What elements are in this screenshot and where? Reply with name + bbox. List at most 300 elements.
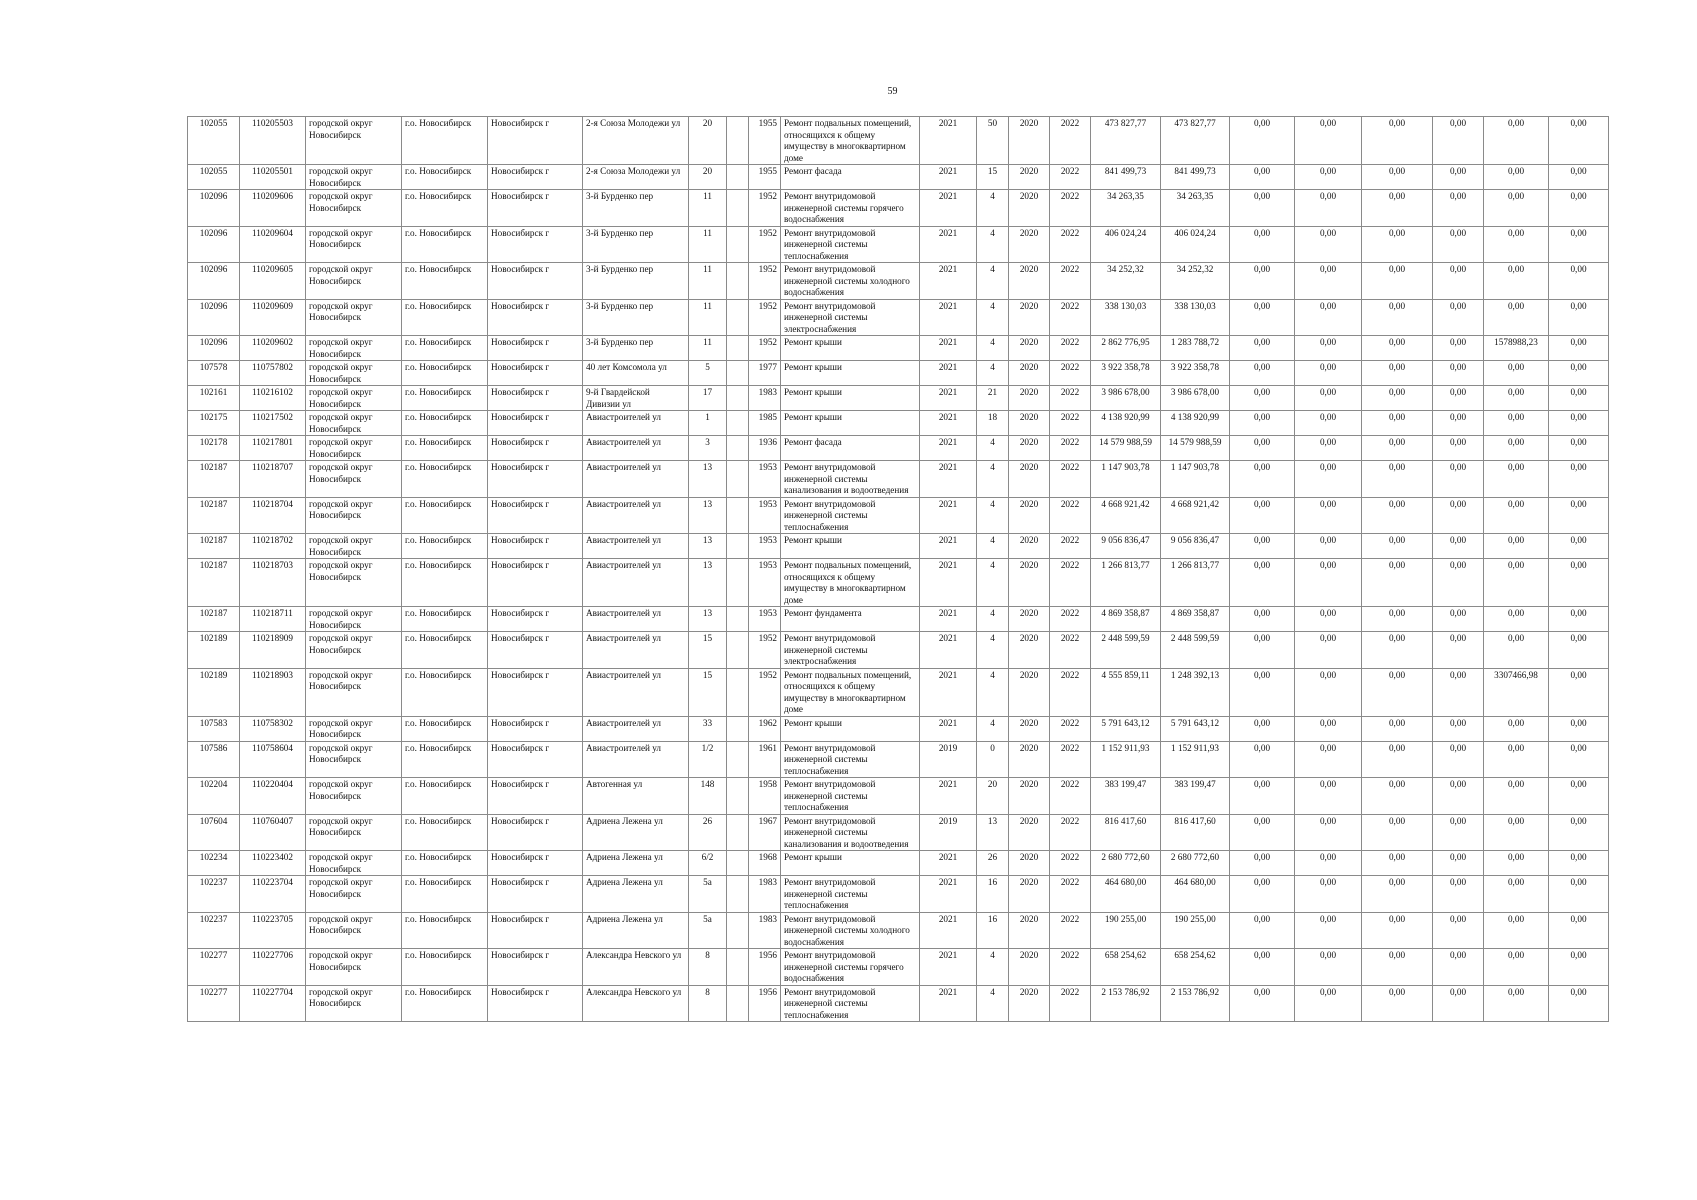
cell-fund-cost: 4 869 358,87 — [1161, 607, 1230, 632]
cell-wear-percent: 4 — [977, 607, 1009, 632]
cell-budget-local: 0,00 — [1362, 985, 1433, 1022]
cell-municipal-unit: г.о. Новосибирск — [402, 632, 488, 669]
cell-work-id: 110227704 — [240, 985, 306, 1022]
cell-municipal-unit: г.о. Новосибирск — [402, 336, 488, 361]
cell-municipality: городской округ Новосибирск — [306, 299, 402, 336]
cell-owners-funds: 0,00 — [1433, 912, 1484, 949]
table-row — [188, 632, 1609, 669]
cell-other-funds: 3307466,98 — [1484, 668, 1549, 716]
cell-locality: Новосибирск г — [488, 117, 583, 165]
cell-other-funds: 0,00 — [1484, 741, 1549, 778]
cell-work-type: Ремонт крыши — [781, 336, 920, 361]
cell-year-overhaul: 2021 — [920, 411, 977, 436]
cell-fund-cost: 473 827,77 — [1161, 117, 1230, 165]
cell-wear-percent: 20 — [977, 778, 1009, 815]
cell-budget-regional: 0,00 — [1295, 263, 1362, 300]
cell-street: Авиастроителей ул — [583, 534, 689, 559]
cell-fund-cost: 2 153 786,92 — [1161, 985, 1230, 1022]
table-row — [188, 436, 1609, 461]
cell-plan-start-year: 2020 — [1009, 263, 1050, 300]
cell-building — [727, 386, 749, 411]
cell-municipality: городской округ Новосибирск — [306, 985, 402, 1022]
cell-year-built: 1953 — [749, 461, 781, 498]
cell-fund-cost: 1 152 911,93 — [1161, 741, 1230, 778]
table-row — [188, 299, 1609, 336]
cell-house-id: 102175 — [188, 411, 240, 436]
cell-work-type: Ремонт внутридомовой инженерной системы теплоснабжения — [781, 497, 920, 534]
cell-owners-funds: 0,00 — [1433, 336, 1484, 361]
table-row — [188, 949, 1609, 986]
cell-year-built: 1961 — [749, 741, 781, 778]
cell-municipal-unit: г.о. Новосибирск — [402, 716, 488, 741]
cell-year-built: 1952 — [749, 336, 781, 361]
cell-house-number: 13 — [689, 497, 727, 534]
cell-year-built: 1953 — [749, 534, 781, 559]
cell-municipality: городской округ Новосибирск — [306, 436, 402, 461]
cell-work-id: 110757802 — [240, 361, 306, 386]
cell-house-number: 15 — [689, 632, 727, 669]
cell-locality: Новосибирск г — [488, 741, 583, 778]
cell-other-funds: 0,00 — [1484, 716, 1549, 741]
cell-building — [727, 299, 749, 336]
cell-owners-funds: 0,00 — [1433, 814, 1484, 851]
cell-building — [727, 876, 749, 913]
cell-building — [727, 461, 749, 498]
cell-house-id: 102204 — [188, 778, 240, 815]
cell-street: 3-й Бурденко пер — [583, 190, 689, 227]
cell-year-overhaul: 2019 — [920, 741, 977, 778]
cell-plan-end-year: 2022 — [1050, 226, 1091, 263]
cell-owners-funds: 0,00 — [1433, 117, 1484, 165]
cell-extra-funds: 0,00 — [1549, 461, 1609, 498]
cell-work-type: Ремонт фасада — [781, 436, 920, 461]
table-row — [188, 361, 1609, 386]
cell-house-id: 102055 — [188, 165, 240, 190]
cell-house-id: 102096 — [188, 299, 240, 336]
cell-work-id: 110218903 — [240, 668, 306, 716]
cell-fund-cost: 383 199,47 — [1161, 778, 1230, 815]
cell-work-id: 110217502 — [240, 411, 306, 436]
cell-budget-local: 0,00 — [1362, 299, 1433, 336]
cell-building — [727, 263, 749, 300]
cell-work-type: Ремонт внутридомовой инженерной системы теплоснабжения — [781, 226, 920, 263]
cell-budget-regional: 0,00 — [1295, 299, 1362, 336]
cell-house-number: 13 — [689, 559, 727, 607]
cell-budget-local: 0,00 — [1362, 336, 1433, 361]
cell-total-cost: 841 499,73 — [1091, 165, 1161, 190]
cell-house-number: 13 — [689, 461, 727, 498]
cell-budget-local: 0,00 — [1362, 386, 1433, 411]
cell-budget-regional: 0,00 — [1295, 876, 1362, 913]
cell-street: Александра Невского ул — [583, 985, 689, 1022]
cell-work-type: Ремонт внутридомовой инженерной системы теплоснабжения — [781, 741, 920, 778]
cell-other-funds: 0,00 — [1484, 949, 1549, 986]
cell-budget-federal: 0,00 — [1230, 716, 1295, 741]
cell-street: Авиастроителей ул — [583, 632, 689, 669]
cell-total-cost: 2 862 776,95 — [1091, 336, 1161, 361]
cell-year-built: 1983 — [749, 386, 781, 411]
cell-total-cost: 3 922 358,78 — [1091, 361, 1161, 386]
cell-plan-start-year: 2020 — [1009, 226, 1050, 263]
cell-year-built: 1968 — [749, 851, 781, 876]
cell-year-built: 1953 — [749, 497, 781, 534]
cell-street: Адриена Лежена ул — [583, 814, 689, 851]
cell-year-overhaul: 2021 — [920, 497, 977, 534]
cell-building — [727, 361, 749, 386]
cell-street: Авиастроителей ул — [583, 461, 689, 498]
cell-budget-local: 0,00 — [1362, 411, 1433, 436]
cell-municipal-unit: г.о. Новосибирск — [402, 117, 488, 165]
cell-work-type: Ремонт внутридомовой инженерной системы теплоснабжения — [781, 778, 920, 815]
cell-year-built: 1956 — [749, 949, 781, 986]
cell-work-type: Ремонт внутридомовой инженерной системы канализования и водоотведения — [781, 814, 920, 851]
cell-wear-percent: 4 — [977, 534, 1009, 559]
cell-other-funds: 0,00 — [1484, 985, 1549, 1022]
cell-budget-local: 0,00 — [1362, 876, 1433, 913]
cell-budget-federal: 0,00 — [1230, 361, 1295, 386]
cell-owners-funds: 0,00 — [1433, 876, 1484, 913]
cell-budget-local: 0,00 — [1362, 632, 1433, 669]
cell-budget-regional: 0,00 — [1295, 668, 1362, 716]
cell-year-built: 1952 — [749, 190, 781, 227]
cell-house-id: 107578 — [188, 361, 240, 386]
cell-budget-regional: 0,00 — [1295, 851, 1362, 876]
cell-plan-start-year: 2020 — [1009, 534, 1050, 559]
cell-work-type: Ремонт внутридомовой инженерной системы горячего водоснабжения — [781, 949, 920, 986]
cell-budget-federal: 0,00 — [1230, 165, 1295, 190]
cell-plan-end-year: 2022 — [1050, 461, 1091, 498]
cell-municipal-unit: г.о. Новосибирск — [402, 851, 488, 876]
cell-fund-cost: 1 283 788,72 — [1161, 336, 1230, 361]
cell-other-funds: 0,00 — [1484, 226, 1549, 263]
cell-owners-funds: 0,00 — [1433, 534, 1484, 559]
cell-wear-percent: 4 — [977, 190, 1009, 227]
cell-work-id: 110216102 — [240, 386, 306, 411]
cell-extra-funds: 0,00 — [1549, 632, 1609, 669]
cell-budget-local: 0,00 — [1362, 461, 1433, 498]
cell-fund-cost: 34 263,35 — [1161, 190, 1230, 227]
cell-work-id: 110209609 — [240, 299, 306, 336]
cell-work-type: Ремонт внутридомовой инженерной системы теплоснабжения — [781, 876, 920, 913]
cell-work-id: 110223704 — [240, 876, 306, 913]
cell-owners-funds: 0,00 — [1433, 851, 1484, 876]
cell-municipality: городской округ Новосибирск — [306, 778, 402, 815]
cell-work-id: 110205501 — [240, 165, 306, 190]
cell-work-type: Ремонт фасада — [781, 165, 920, 190]
cell-house-number: 13 — [689, 607, 727, 632]
cell-budget-federal: 0,00 — [1230, 226, 1295, 263]
cell-plan-end-year: 2022 — [1050, 876, 1091, 913]
cell-year-built: 1952 — [749, 226, 781, 263]
cell-municipality: городской округ Новосибирск — [306, 851, 402, 876]
cell-other-funds: 0,00 — [1484, 559, 1549, 607]
cell-budget-regional: 0,00 — [1295, 226, 1362, 263]
cell-budget-local: 0,00 — [1362, 912, 1433, 949]
cell-work-type: Ремонт крыши — [781, 411, 920, 436]
table-row — [188, 607, 1609, 632]
cell-house-id: 102096 — [188, 226, 240, 263]
cell-budget-regional: 0,00 — [1295, 497, 1362, 534]
cell-budget-federal: 0,00 — [1230, 814, 1295, 851]
cell-owners-funds: 0,00 — [1433, 632, 1484, 669]
cell-work-id: 110758604 — [240, 741, 306, 778]
cell-budget-regional: 0,00 — [1295, 190, 1362, 227]
cell-wear-percent: 21 — [977, 386, 1009, 411]
cell-work-id: 110223705 — [240, 912, 306, 949]
cell-other-funds: 0,00 — [1484, 534, 1549, 559]
table-row — [188, 461, 1609, 498]
cell-fund-cost: 1 248 392,13 — [1161, 668, 1230, 716]
cell-municipal-unit: г.о. Новосибирск — [402, 386, 488, 411]
cell-work-type: Ремонт крыши — [781, 386, 920, 411]
cell-extra-funds: 0,00 — [1549, 778, 1609, 815]
cell-extra-funds: 0,00 — [1549, 814, 1609, 851]
cell-plan-start-year: 2020 — [1009, 741, 1050, 778]
cell-total-cost: 4 869 358,87 — [1091, 607, 1161, 632]
cell-other-funds: 0,00 — [1484, 607, 1549, 632]
cell-extra-funds: 0,00 — [1549, 949, 1609, 986]
cell-street: 9-й Гвардейской Дивизии ул — [583, 386, 689, 411]
cell-street: Авиастроителей ул — [583, 436, 689, 461]
table-row — [188, 912, 1609, 949]
cell-house-number: 26 — [689, 814, 727, 851]
cell-year-built: 1952 — [749, 668, 781, 716]
cell-budget-regional: 0,00 — [1295, 386, 1362, 411]
cell-budget-local: 0,00 — [1362, 361, 1433, 386]
cell-house-number: 8 — [689, 949, 727, 986]
cell-house-id: 102187 — [188, 461, 240, 498]
cell-municipal-unit: г.о. Новосибирск — [402, 949, 488, 986]
cell-work-type: Ремонт внутридомовой инженерной системы электроснабжения — [781, 299, 920, 336]
cell-house-number: 33 — [689, 716, 727, 741]
cell-plan-start-year: 2020 — [1009, 949, 1050, 986]
cell-work-id: 110218707 — [240, 461, 306, 498]
cell-other-funds: 0,00 — [1484, 299, 1549, 336]
cell-budget-federal: 0,00 — [1230, 436, 1295, 461]
cell-locality: Новосибирск г — [488, 336, 583, 361]
cell-total-cost: 14 579 988,59 — [1091, 436, 1161, 461]
cell-building — [727, 436, 749, 461]
cell-owners-funds: 0,00 — [1433, 386, 1484, 411]
cell-fund-cost: 658 254,62 — [1161, 949, 1230, 986]
cell-locality: Новосибирск г — [488, 778, 583, 815]
cell-municipality: городской округ Новосибирск — [306, 716, 402, 741]
cell-budget-regional: 0,00 — [1295, 165, 1362, 190]
cell-budget-local: 0,00 — [1362, 165, 1433, 190]
cell-plan-end-year: 2022 — [1050, 436, 1091, 461]
cell-street: 3-й Бурденко пер — [583, 226, 689, 263]
cell-other-funds: 0,00 — [1484, 814, 1549, 851]
table-row — [188, 497, 1609, 534]
cell-work-id: 110209602 — [240, 336, 306, 361]
cell-house-id: 102277 — [188, 949, 240, 986]
cell-fund-cost: 5 791 643,12 — [1161, 716, 1230, 741]
cell-municipality: городской округ Новосибирск — [306, 263, 402, 300]
cell-year-overhaul: 2021 — [920, 190, 977, 227]
cell-year-built: 1956 — [749, 985, 781, 1022]
page-number: 59 — [887, 86, 898, 97]
cell-total-cost: 34 252,32 — [1091, 263, 1161, 300]
table-row — [188, 851, 1609, 876]
cell-work-type: Ремонт внутридомовой инженерной системы холодного водоснабжения — [781, 912, 920, 949]
cell-municipality: городской округ Новосибирск — [306, 668, 402, 716]
cell-extra-funds: 0,00 — [1549, 299, 1609, 336]
cell-fund-cost: 2 448 599,59 — [1161, 632, 1230, 669]
cell-total-cost: 9 056 836,47 — [1091, 534, 1161, 559]
cell-plan-start-year: 2020 — [1009, 632, 1050, 669]
cell-wear-percent: 4 — [977, 559, 1009, 607]
cell-extra-funds: 0,00 — [1549, 534, 1609, 559]
cell-wear-percent: 18 — [977, 411, 1009, 436]
cell-year-overhaul: 2021 — [920, 668, 977, 716]
cell-fund-cost: 4 668 921,42 — [1161, 497, 1230, 534]
cell-extra-funds: 0,00 — [1549, 851, 1609, 876]
cell-year-overhaul: 2021 — [920, 226, 977, 263]
cell-extra-funds: 0,00 — [1549, 117, 1609, 165]
cell-locality: Новосибирск г — [488, 361, 583, 386]
cell-plan-start-year: 2020 — [1009, 336, 1050, 361]
table-row — [188, 165, 1609, 190]
cell-budget-federal: 0,00 — [1230, 559, 1295, 607]
cell-municipality: городской округ Новосибирск — [306, 876, 402, 913]
cell-total-cost: 658 254,62 — [1091, 949, 1161, 986]
cell-building — [727, 912, 749, 949]
cell-house-id: 102277 — [188, 985, 240, 1022]
cell-street: 3-й Бурденко пер — [583, 263, 689, 300]
cell-wear-percent: 4 — [977, 985, 1009, 1022]
cell-owners-funds: 0,00 — [1433, 497, 1484, 534]
cell-plan-start-year: 2020 — [1009, 436, 1050, 461]
cell-plan-end-year: 2022 — [1050, 263, 1091, 300]
cell-owners-funds: 0,00 — [1433, 716, 1484, 741]
cell-street: Авиастроителей ул — [583, 607, 689, 632]
cell-budget-regional: 0,00 — [1295, 985, 1362, 1022]
cell-total-cost: 816 417,60 — [1091, 814, 1161, 851]
cell-budget-local: 0,00 — [1362, 263, 1433, 300]
cell-street: Адриена Лежена ул — [583, 851, 689, 876]
cell-extra-funds: 0,00 — [1549, 741, 1609, 778]
cell-work-type: Ремонт внутридомовой инженерной системы холодного водоснабжения — [781, 263, 920, 300]
cell-work-id: 110758302 — [240, 716, 306, 741]
table-row — [188, 559, 1609, 607]
cell-municipal-unit: г.о. Новосибирск — [402, 534, 488, 559]
cell-building — [727, 716, 749, 741]
cell-house-id: 102189 — [188, 668, 240, 716]
cell-budget-regional: 0,00 — [1295, 716, 1362, 741]
cell-house-number: 5 — [689, 361, 727, 386]
cell-budget-federal: 0,00 — [1230, 949, 1295, 986]
cell-owners-funds: 0,00 — [1433, 668, 1484, 716]
cell-other-funds: 0,00 — [1484, 876, 1549, 913]
cell-budget-regional: 0,00 — [1295, 778, 1362, 815]
cell-extra-funds: 0,00 — [1549, 436, 1609, 461]
cell-year-overhaul: 2021 — [920, 263, 977, 300]
cell-municipal-unit: г.о. Новосибирск — [402, 299, 488, 336]
cell-extra-funds: 0,00 — [1549, 912, 1609, 949]
cell-wear-percent: 0 — [977, 741, 1009, 778]
cell-budget-federal: 0,00 — [1230, 497, 1295, 534]
cell-plan-end-year: 2022 — [1050, 741, 1091, 778]
cell-work-type: Ремонт крыши — [781, 851, 920, 876]
cell-municipal-unit: г.о. Новосибирск — [402, 559, 488, 607]
cell-total-cost: 4 668 921,42 — [1091, 497, 1161, 534]
cell-locality: Новосибирск г — [488, 668, 583, 716]
cell-year-built: 1952 — [749, 632, 781, 669]
cell-house-id: 102187 — [188, 607, 240, 632]
cell-work-id: 110218703 — [240, 559, 306, 607]
cell-work-id: 110209606 — [240, 190, 306, 227]
cell-fund-cost: 1 147 903,78 — [1161, 461, 1230, 498]
cell-year-overhaul: 2021 — [920, 876, 977, 913]
cell-house-id: 102161 — [188, 386, 240, 411]
cell-budget-federal: 0,00 — [1230, 876, 1295, 913]
cell-extra-funds: 0,00 — [1549, 165, 1609, 190]
cell-locality: Новосибирск г — [488, 190, 583, 227]
cell-plan-end-year: 2022 — [1050, 361, 1091, 386]
cell-total-cost: 3 986 678,00 — [1091, 386, 1161, 411]
cell-extra-funds: 0,00 — [1549, 336, 1609, 361]
cell-municipality: городской округ Новосибирск — [306, 165, 402, 190]
cell-year-overhaul: 2021 — [920, 851, 977, 876]
cell-extra-funds: 0,00 — [1549, 716, 1609, 741]
cell-plan-start-year: 2020 — [1009, 985, 1050, 1022]
cell-house-number: 20 — [689, 117, 727, 165]
cell-street: Адриена Лежена ул — [583, 912, 689, 949]
cell-building — [727, 226, 749, 263]
cell-budget-local: 0,00 — [1362, 851, 1433, 876]
cell-municipal-unit: г.о. Новосибирск — [402, 912, 488, 949]
cell-building — [727, 607, 749, 632]
cell-locality: Новосибирск г — [488, 851, 583, 876]
cell-building — [727, 814, 749, 851]
cell-work-type: Ремонт крыши — [781, 361, 920, 386]
cell-plan-end-year: 2022 — [1050, 814, 1091, 851]
cell-extra-funds: 0,00 — [1549, 985, 1609, 1022]
cell-street: Авиастроителей ул — [583, 559, 689, 607]
cell-other-funds: 0,00 — [1484, 912, 1549, 949]
cell-year-built: 1952 — [749, 263, 781, 300]
cell-total-cost: 190 255,00 — [1091, 912, 1161, 949]
cell-wear-percent: 50 — [977, 117, 1009, 165]
cell-wear-percent: 15 — [977, 165, 1009, 190]
cell-work-id: 110218909 — [240, 632, 306, 669]
cell-fund-cost: 1 266 813,77 — [1161, 559, 1230, 607]
cell-budget-local: 0,00 — [1362, 741, 1433, 778]
cell-plan-end-year: 2022 — [1050, 299, 1091, 336]
cell-locality: Новосибирск г — [488, 165, 583, 190]
cell-budget-regional: 0,00 — [1295, 559, 1362, 607]
table-row — [188, 411, 1609, 436]
cell-street: 3-й Бурденко пер — [583, 336, 689, 361]
cell-year-built: 1983 — [749, 912, 781, 949]
cell-budget-local: 0,00 — [1362, 668, 1433, 716]
cell-owners-funds: 0,00 — [1433, 190, 1484, 227]
cell-owners-funds: 0,00 — [1433, 985, 1484, 1022]
cell-street: 2-я Союза Молодежи ул — [583, 165, 689, 190]
cell-other-funds: 0,00 — [1484, 497, 1549, 534]
cell-budget-local: 0,00 — [1362, 607, 1433, 632]
cell-total-cost: 2 153 786,92 — [1091, 985, 1161, 1022]
cell-wear-percent: 16 — [977, 912, 1009, 949]
cell-plan-end-year: 2022 — [1050, 632, 1091, 669]
cell-wear-percent: 13 — [977, 814, 1009, 851]
cell-year-overhaul: 2021 — [920, 778, 977, 815]
cell-plan-start-year: 2020 — [1009, 814, 1050, 851]
cell-municipality: городской округ Новосибирск — [306, 814, 402, 851]
cell-work-type: Ремонт внутридомовой инженерной системы электроснабжения — [781, 632, 920, 669]
cell-year-overhaul: 2021 — [920, 607, 977, 632]
cell-budget-regional: 0,00 — [1295, 912, 1362, 949]
